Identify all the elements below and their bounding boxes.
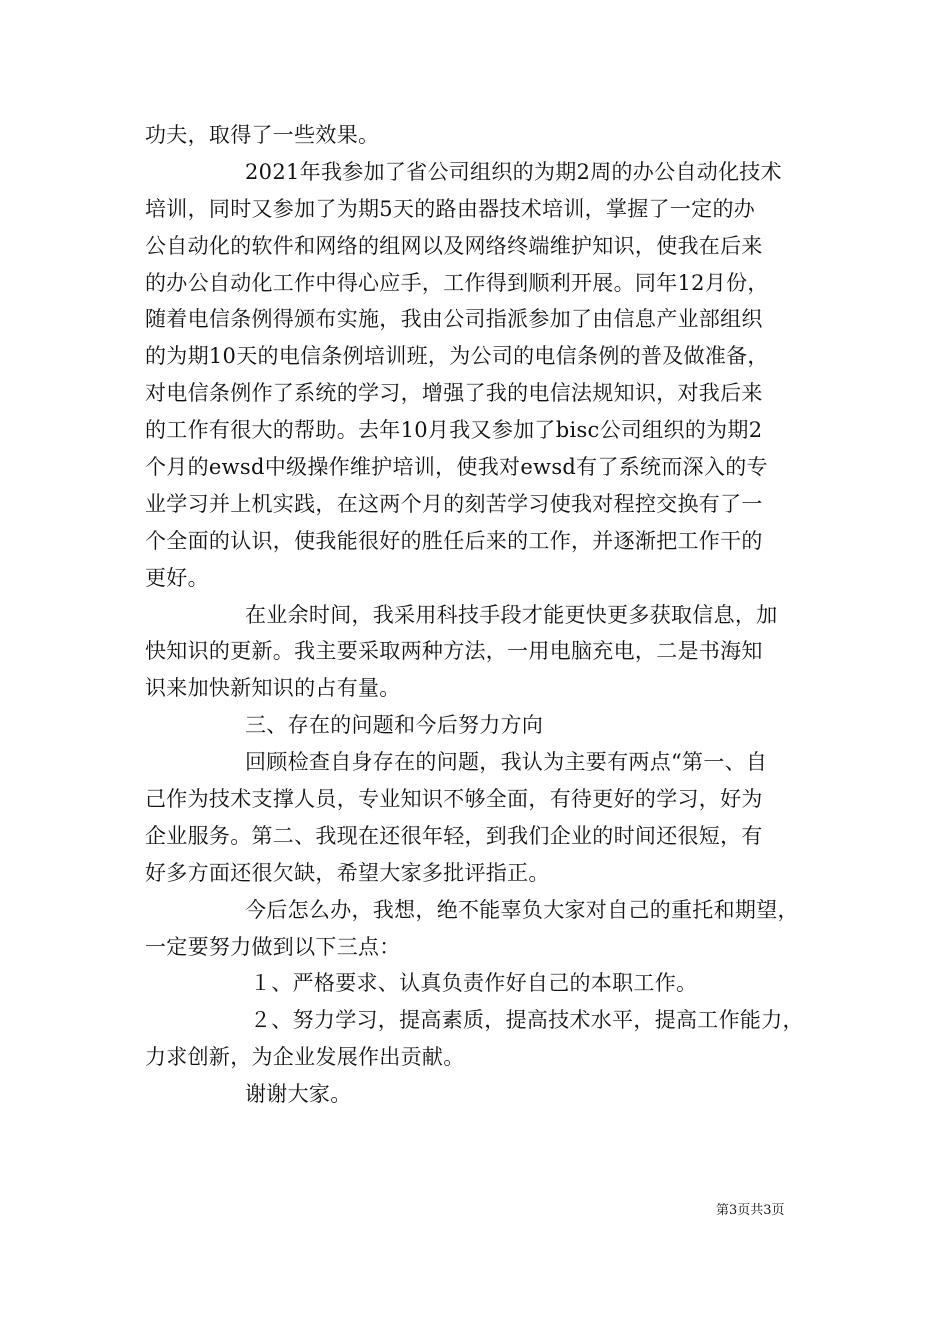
paragraph-line: 个月的ewsd中级操作维护培训，使我对ewsd有了系统而深入的专 — [145, 455, 768, 480]
paragraph-line: 企业服务。第二、我现在还很年轻，到我们企业的时间还很短，有 — [145, 823, 763, 848]
paragraph-line: 对电信条例作了系统的学习，增强了我的电信法规知识，对我后来 — [145, 381, 763, 406]
list-item: ２、努力学习，提高素质，提高技术水平，提高工作能力， — [250, 1008, 804, 1033]
closing-line: 谢谢大家。 — [245, 1082, 352, 1107]
paragraph-line: 业学习并上机实践，在这两个月的刻苦学习使我对程控交换有了一 — [145, 491, 763, 516]
paragraph-line: 今后怎么办，我想，绝不能辜负大家对自己的重托和期望， — [245, 897, 799, 922]
paragraph-line: 的为期10天的电信条例培训班，为公司的电信条例的普及做准备， — [145, 344, 769, 369]
paragraph-line: 回顾检查自身存在的问题，我认为主要有两点“第一、自 — [245, 750, 768, 775]
paragraph-line: 好多方面还很欠缺，希望大家多批评指正。 — [145, 860, 550, 885]
paragraph-line: 2021年我参加了省公司组织的为期2周的办公自动化技术 — [245, 159, 782, 184]
paragraph-line: 更好。 — [145, 565, 209, 590]
paragraph-line: 在业余时间，我采用科技手段才能更快更多获取信息，加 — [245, 602, 778, 627]
paragraph-line: 的工作有很大的帮助。去年10月我又参加了bisc公司组织的为期2 — [145, 418, 763, 443]
paragraph-line: 的办公自动化工作中得心应手，工作得到顺利开展。同年12月份， — [145, 270, 769, 295]
paragraph-line: 己作为技术支撑人员，专业知识不够全面，有待更好的学习，好为 — [145, 787, 763, 812]
paragraph-line: 功夫，取得了一些效果。 — [145, 123, 380, 147]
section-heading: 三、存在的问题和今后努力方向 — [245, 713, 544, 738]
page-number: 第3页共3页 — [716, 1203, 785, 1218]
paragraph-line: 个全面的认识，使我能很好的胜任后来的工作，并逐渐把工作干的 — [145, 528, 763, 553]
paragraph-line: 快知识的更新。我主要采取两种方法，一用电脑充电，二是书海知 — [145, 639, 763, 664]
paragraph-line: 识来加快新知识的占有量。 — [145, 676, 401, 701]
paragraph-line: 一定要努力做到以下三点： — [145, 934, 401, 959]
document-body — [145, 117, 807, 1113]
paragraph-line: 公自动化的软件和网络的组网以及网络终端维护知识，使我在后来 — [145, 233, 763, 258]
paragraph-line: 培训，同时又参加了为期5天的路由器技术培训，掌握了一定的办 — [145, 196, 756, 221]
paragraph-line: 随着电信条例得颁布实施，我由公司指派参加了由信息产业部组织 — [145, 307, 763, 332]
list-item: １、严格要求、认真负责作好自己的本职工作。 — [250, 971, 698, 996]
paragraph-line: 力求创新，为企业发展作出贡献。 — [145, 1045, 465, 1070]
